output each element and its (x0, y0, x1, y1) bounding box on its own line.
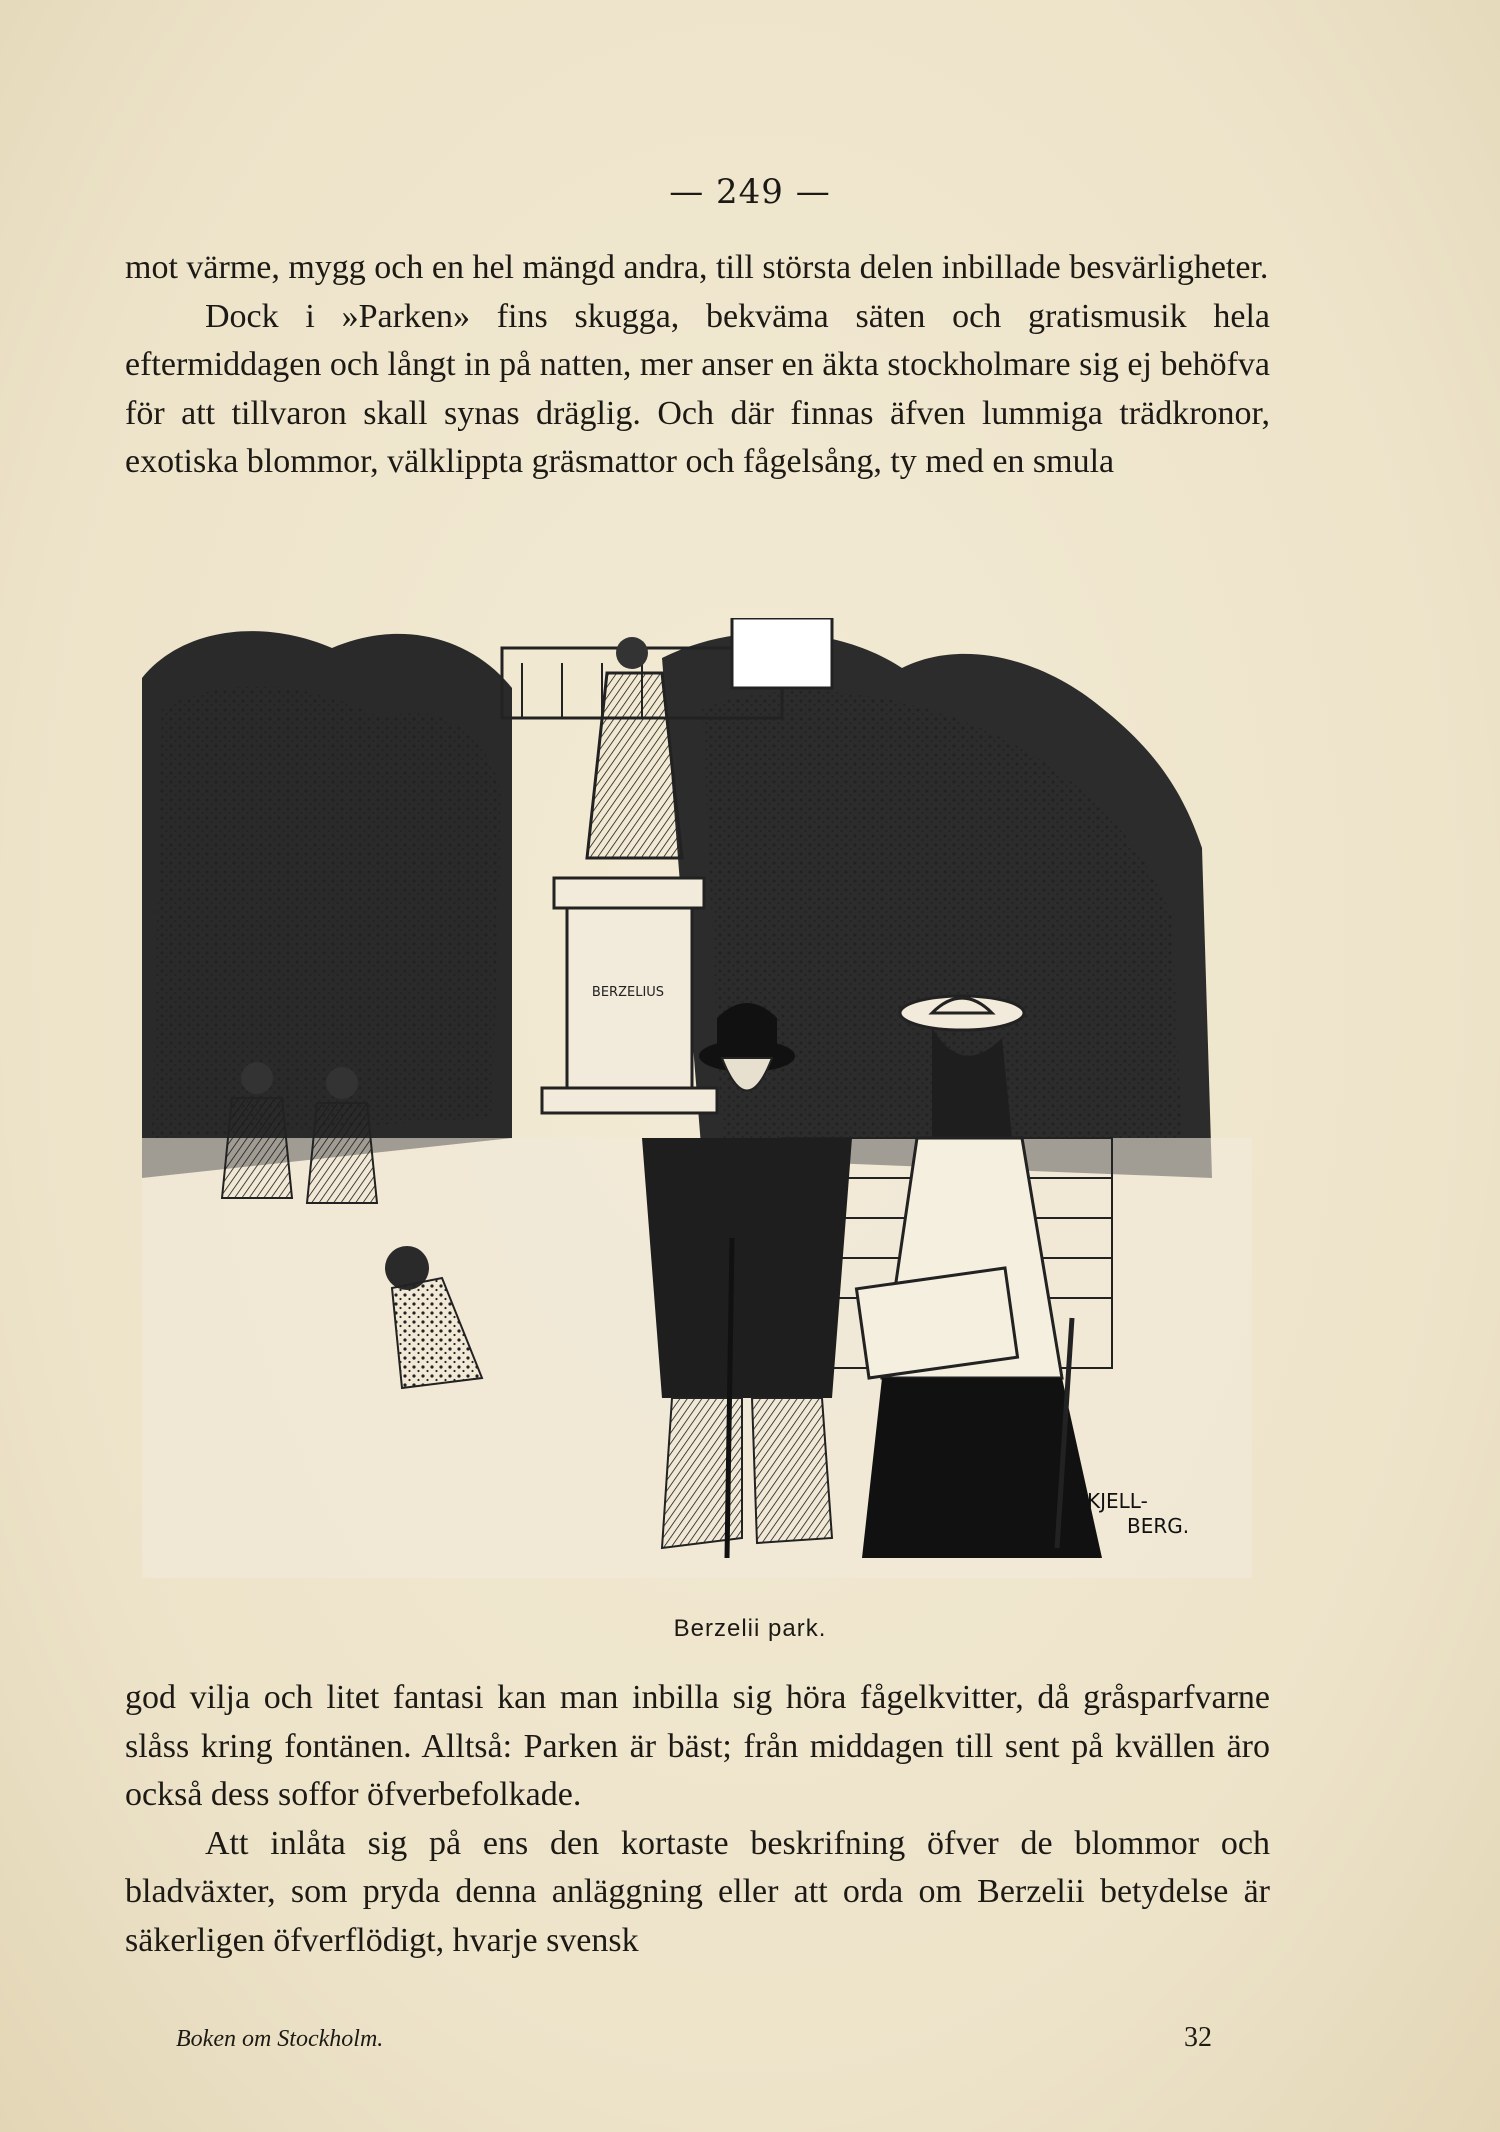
artist-signature: KJELL- (1087, 1489, 1148, 1513)
footer-signature: 32 (1184, 2022, 1212, 2053)
berzelius-park-illustration (142, 618, 1252, 1578)
pedestal-inscription: BERZELIUS (591, 985, 665, 1000)
artist-signature: BERG. (1127, 1514, 1190, 1538)
illustration-caption: Berzelii park. (673, 1615, 827, 1642)
text-block-top (125, 244, 1270, 487)
paragraph: Att inlåta sig på ens den kortaste beskrifning öfver de blommor och bladväxter, som pryda denna anläggning eller att orda om Berzelii betydelse är säkerligen öfverflödigt, hvarje svensk (125, 1824, 1270, 1959)
paragraph: mot värme, mygg och en hel mängd andra, till största delen inbillade besvärligheter. (125, 249, 1269, 286)
paragraph: Dock i »Parken» fins skugga, bekväma säten och gratismusik hela eftermiddagen och långt in på natten, mer anser en äkta stockholmare sig ej behöfva för att tillvaron skall synas dräglig. Och där finnas äfven lummiga trädkronor, exotiska blommor, välklippta gräsmattor och fågelsång, ty med en smula (125, 297, 1270, 480)
text-block-bottom (125, 1674, 1270, 1965)
footer-book-title: Boken om Stockholm. (176, 2026, 384, 2052)
page-number: — 249 — (669, 172, 831, 212)
paragraph: god vilja och litet fantasi kan man inbilla sig höra fågelkvitter, då gråsparfvarne slåss kring fontänen. Alltså: Parken är bäst; från middagen till sent på kvällen äro också dess soffor öfverbefolkade. (125, 1679, 1270, 1813)
